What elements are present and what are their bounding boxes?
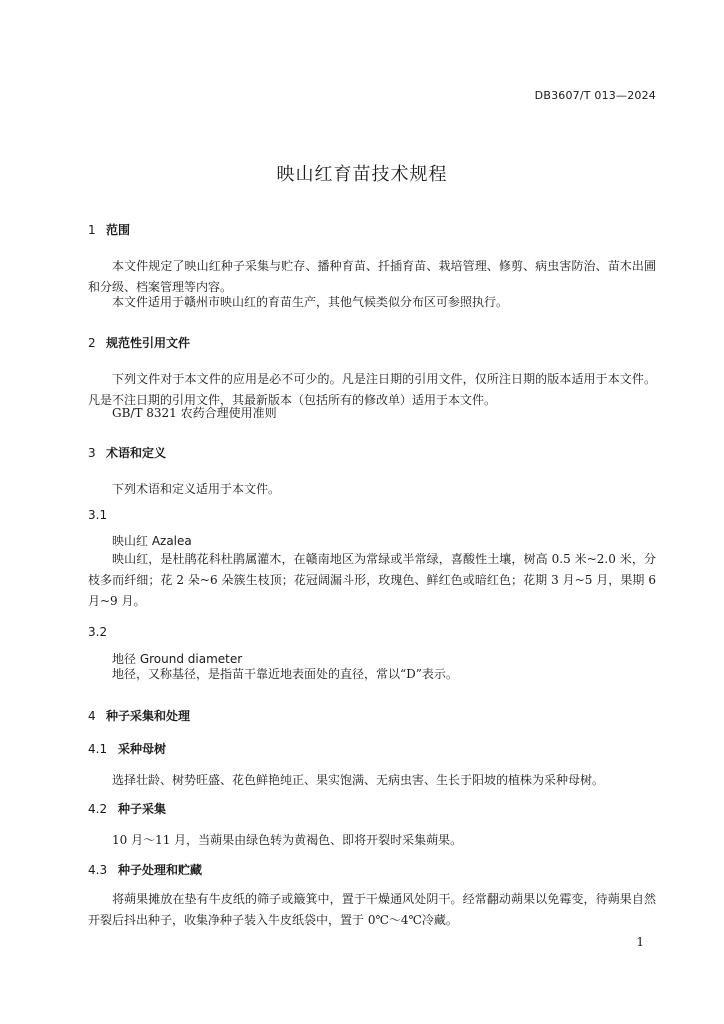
section-number: 3	[88, 446, 96, 460]
paragraph: 10 月～11 月，当蒴果由绿色转为黄褐色、即将开裂时采集蒴果。	[112, 833, 463, 847]
paragraph: 下列术语和定义适用于本文件。	[112, 482, 281, 496]
subsection-title: 采种母树	[118, 742, 167, 756]
subsection-title: 种子采集	[118, 802, 167, 816]
section-number: 4	[88, 709, 96, 723]
subsection-4-3-heading	[88, 861, 202, 878]
subsection-number: 4.1	[88, 742, 108, 756]
term-title: 映山红 Azalea	[112, 534, 192, 548]
subsection-4-2-heading	[88, 800, 166, 817]
section-title: 范围	[106, 223, 131, 237]
section-title: 种子采集和处理	[106, 709, 191, 723]
section-number: 2	[88, 336, 96, 350]
standard-code: DB3607/T 013—2024	[534, 89, 656, 102]
paragraph: 本文件适用于赣州市映山红的育苗生产，其他气候类似分布区可参照执行。	[112, 295, 509, 309]
subsection-4-1-heading	[88, 740, 166, 757]
section-1-heading	[88, 221, 130, 238]
section-4-heading	[88, 707, 190, 724]
subsection-number: 4.2	[88, 802, 108, 816]
section-2-heading	[88, 334, 190, 351]
page-number: 1	[636, 935, 644, 949]
term-definition: 映山红，是杜鹃花科杜鹃属灌木，在赣南地区为常绿或半常绿，喜酸性土壤，树高 0.5 米~2.0 米，分枝多而纤细；花 2 朵~6 朵簇生枝顶；花冠阔漏斗形，玫瑰色、鲜红色或暗红色；花期 3 月~5 月，果期 6 月~9 月。	[88, 552, 656, 608]
page-title: 映山红育苗技术规程	[276, 164, 448, 185]
paragraph: 下列文件对于本文件的应用是必不可少的。凡是注日期的引用文件，仅所注日期的版本适用于本文件。凡是不注日期的引用文件，其最新版本（包括所有的修改单）适用于本文件。	[88, 372, 656, 407]
term-number: 3.1	[88, 508, 108, 522]
paragraph: 将蒴果摊放在垫有牛皮纸的筛子或簸箕中，置于干燥通风处阴干。经常翻动蒴果以免霉变，待蒴果自然开裂后抖出种子，收集净种子装入牛皮纸袋中，置于 0℃～4℃冷藏。	[88, 892, 656, 927]
section-title: 术语和定义	[106, 446, 167, 460]
section-3-heading	[88, 444, 166, 461]
section-title: 规范性引用文件	[106, 336, 191, 350]
term-definition: 地径，又称基径，是指苗干靠近地表面处的直径，常以“D”表示。	[112, 667, 458, 681]
term-number: 3.2	[88, 625, 108, 639]
term-title: 地径 Ground diameter	[112, 652, 243, 666]
paragraph: 选择壮龄、树势旺盛、花色鲜艳纯正、果实饱满、无病虫害、生长于阳坡的植株为采种母树。	[112, 773, 605, 787]
subsection-number: 4.3	[88, 863, 108, 877]
section-number: 1	[88, 223, 96, 237]
subsection-title: 种子处理和贮藏	[118, 863, 203, 877]
paragraph: 本文件规定了映山红种子采集与贮存、播种育苗、扦插育苗、栽培管理、修剪、病虫害防治、苗木出圃和分级、档案管理等内容。	[88, 259, 656, 294]
reference-item: GB/T 8321 农药合理使用准则	[112, 406, 277, 420]
